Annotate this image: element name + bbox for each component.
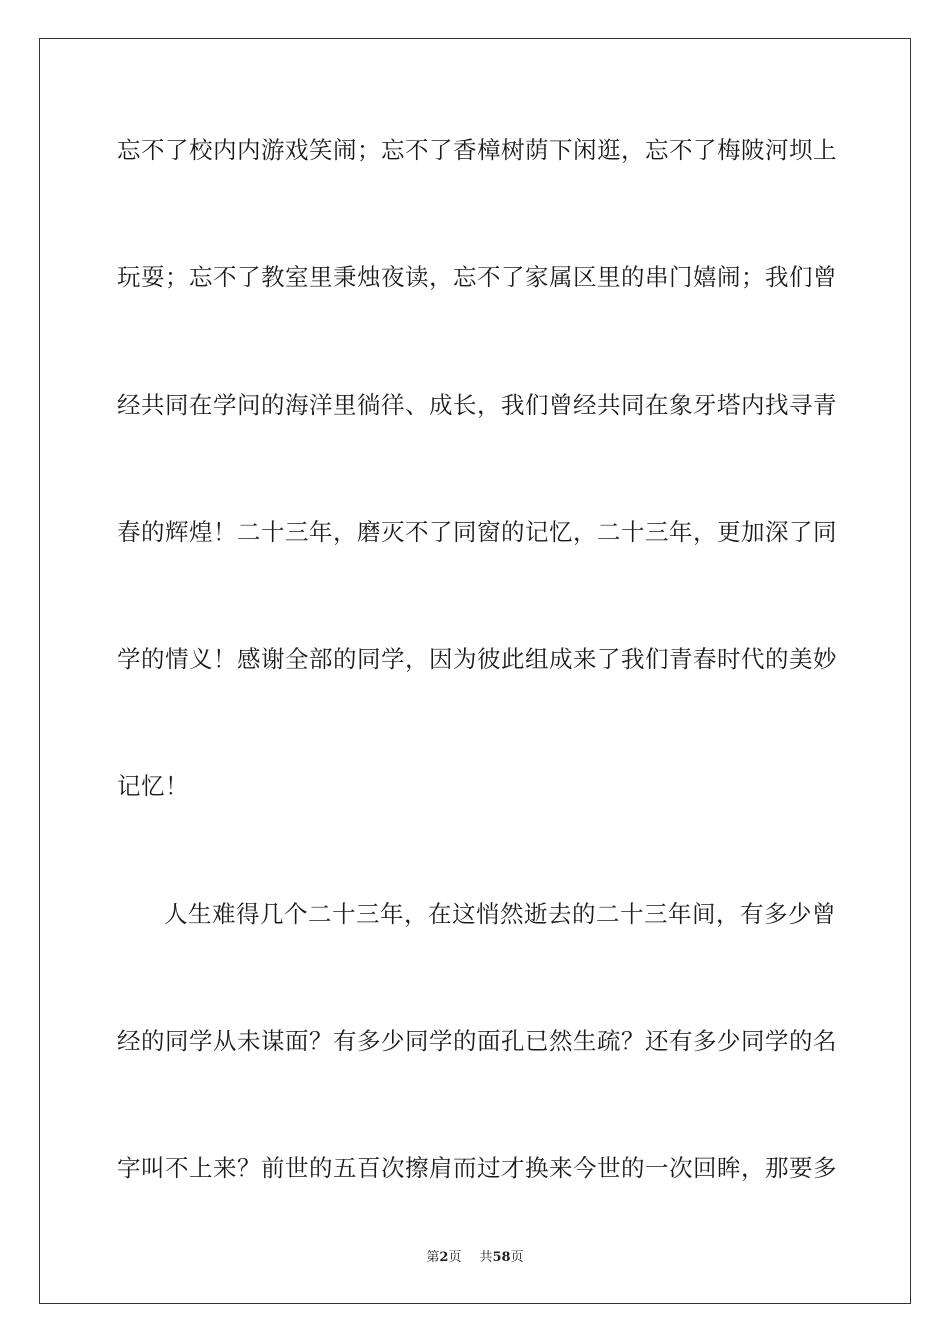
text-line: 人生难得几个二十三年，在这悄然逝去的二十三年间，有多少曾 xyxy=(164,899,836,928)
total-prefix: 共 xyxy=(479,1250,493,1265)
text-line: 字叫不上来？前世的五百次擦肩而过才换来今世的一次回眸，那要多 xyxy=(117,1154,837,1183)
text-line: 忘不了校内内游戏笑闹；忘不了香樟树荫下闲逛，忘不了梅陂河坝上 xyxy=(117,136,837,164)
text-line: 经共同在学问的海洋里徜徉、成长，我们曾经共同在象牙塔内找寻青 xyxy=(117,390,837,419)
page-suffix: 页 xyxy=(448,1250,462,1265)
text-line: 学的情义！感谢全部的同学，因为彼此组成来了我们青春时代的美妙 xyxy=(117,645,837,674)
page-prefix: 第 xyxy=(426,1250,440,1265)
page-number: 2 xyxy=(439,1250,449,1265)
total-pages: 58 xyxy=(492,1250,511,1265)
total-suffix: 页 xyxy=(510,1250,524,1265)
text-line: 春的辉煌！二十三年，磨灭不了同窗的记忆，二十三年，更加深了同 xyxy=(117,517,837,546)
text-line: 经的同学从未谋面？有多少同学的面孔已然生疏？还有多少同学的名 xyxy=(117,1027,837,1056)
text-line: 记忆！ xyxy=(117,772,189,801)
page-footer xyxy=(0,1246,950,1265)
text-line: 玩耍；忘不了教室里秉烛夜读，忘不了家属区里的串门嬉闹；我们曾 xyxy=(117,263,837,292)
document-body xyxy=(117,130,837,1276)
